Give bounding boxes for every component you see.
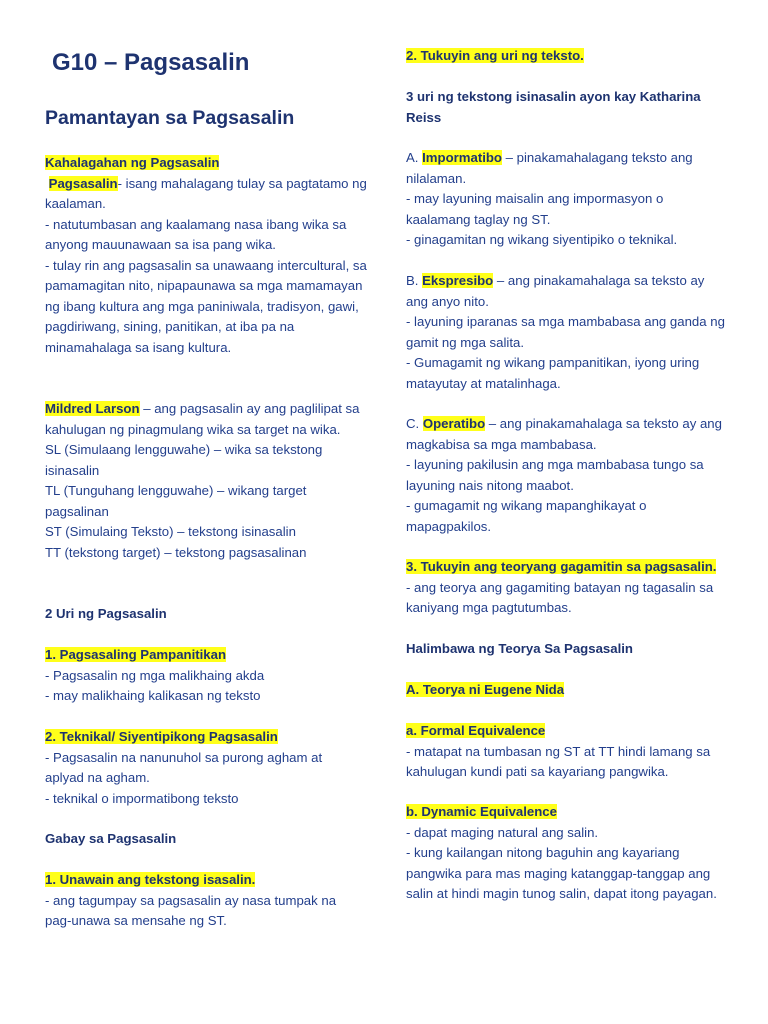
larson-term: Mildred Larson [45, 401, 140, 416]
pagsasalin-def: - isang mahalagang tulay sa pagtatamo ng kaalaman. [45, 175, 367, 211]
larson-def: – ang pagsasalin ay ang paglilipat sa kahulugan ng pinagmulang wika sa target na wika. [45, 401, 360, 437]
gabay1-text: - ang tagumpay sa pagsasalin ay nasa tumpak na pag-unawa sa mensahe ng ST. [45, 892, 337, 928]
nida-section [406, 680, 731, 701]
kahalagahan-point: - natutumbasan ang kaalamang nasa ibang wika sa anyong mauunawaan sa isa pang wika. [45, 216, 347, 252]
nida-heading: A. Teorya ni Eugene Nida [406, 682, 565, 697]
dynamic-point: - kung kailangan nitong baguhin ang kayariang pangwika para mas maging katanggap-tanggap ang salin at hindi magin tunog salin, dapat itong payagan. [406, 845, 717, 901]
type-c-term: Operatibo [422, 416, 486, 431]
type-b-section: B. Ekspresibo – ang pinakamahalaga sa teksto ay ang anyo nito. - layuning iparanas sa mga mambabasa ang ganda ng gamit ng mga salita. - Gumagamit ng wikang pampanitikan, iyong uring matayutay at matalinhaga. [406, 271, 726, 394]
type-b-point: - Gumagamit ng wikang pampanitikan, iyong uring matayutay at matalinhaga. [406, 355, 700, 391]
uri2-heading: 2. Teknikal/ Siyentipikong Pagsasalin [45, 729, 278, 744]
formal-section [406, 721, 731, 783]
type-a-point: - ginagamitan ng wikang siyentipiko o teknikal. [406, 232, 678, 247]
uri1-section [45, 645, 367, 707]
page-subtitle: Pamantayan sa Pagsasalin [45, 107, 295, 129]
type-c-def: – ang pinakamahalaga sa teksto ay ang magkabisa sa mga mambabasa. [406, 416, 722, 452]
formal-heading: a. Formal Equivalence [406, 723, 546, 738]
type-b-def: – ang pinakamahalaga sa teksto ay ang anyo nito. [406, 273, 705, 309]
type-c-point: - layuning pakilusin ang mga mambabasa tungo sa layuning nais nitong maabot. [406, 457, 704, 493]
pagsasalin-term: Pagsasalin [48, 175, 118, 191]
dynamic-point: - dapat maging natural ang salin. [406, 824, 599, 840]
uri2-section [45, 727, 345, 809]
uri-heading: 2 Uri ng Pagsasalin [45, 606, 167, 621]
step2-section [406, 46, 731, 67]
step3-text: - ang teorya ang gagamiting batayan ng tagasalin sa kaniyang mga pagtutumbas. [406, 579, 714, 615]
kahalagahan-heading: Kahalagahan ng Pagsasalin [45, 155, 220, 170]
larson-term-item: TT (tekstong target) – tekstong pagsasalinan [45, 544, 307, 560]
type-a-section: A. Impormatibo – pinakamahalagang teksto ang nilalaman. - may layuning maisalin ang impormasyon o kaalamang taglay ng ST. - ginagamitan ng wikang siyentipiko o teknikal. [406, 148, 726, 251]
uri2-point: - Pagsasalin na nanunuhol sa purong agham at aplyad na agham. [45, 749, 323, 785]
dynamic-section [406, 802, 731, 905]
larson-section [45, 399, 367, 563]
type-c-section: C. Operatibo – ang pinakamahalaga sa teksto ay ang magkabisa sa mga mambabasa. - layuning pakilusin ang mga mambabasa tungo sa layuning nais nitong maabot. - gumagamit ng wikang mapanghikayat o mapagpakilos. [406, 414, 726, 537]
gabay1-section [45, 870, 355, 932]
larson-term-item: SL (Simulaang lengguwahe) – wika sa tekstong isinasalin [45, 442, 323, 478]
reiss-heading: 3 uri ng tekstong isinasalin ayon kay Katharina Reiss [406, 89, 701, 125]
step3-heading: 3. Tukuyin ang teoryang gagamitin sa pagsasalin. [406, 559, 717, 574]
type-c-point: - gumagamit ng wikang mapanghikayat o mapagpakilos. [406, 498, 647, 534]
uri1-point: - Pagsasalin ng mga malikhaing akda [45, 667, 265, 683]
page-title: G10 – Pagsasalin [52, 49, 250, 76]
kahalagahan-point: - tulay rin ang pagsasalin sa unawaang intercultural, sa pamamagitan nito, nipapaunawa sa mga mamamayan ng ibang kultura ang mga paniniwala, tradisyon, gawi, pagdiriwang, sining, panitikan, at iba pa na minamahalaga sa isang kultura. [45, 257, 367, 355]
uri1-heading: 1. Pagsasaling Pampanitikan [45, 647, 227, 662]
type-b-term: Ekspresibo [422, 273, 494, 288]
uri2-point: - teknikal o impormatibong teksto [45, 790, 239, 806]
uri1-point: - may malikhaing kalikasan ng teksto [45, 688, 261, 703]
step3-section [406, 557, 731, 619]
larson-term-item: TL (Tunguhang lengguwahe) – wikang target pagsalinan [45, 483, 307, 519]
gabay-heading: Gabay sa Pagsasalin [45, 831, 177, 846]
kahalagahan-section [45, 153, 367, 358]
halimbawa-heading: Halimbawa ng Teorya Sa Pagsasalin [406, 641, 633, 656]
gabay1-heading: 1. Unawain ang tekstong isasalin. [45, 872, 256, 887]
type-a-point: - may layuning maisalin ang impormasyon o kaalamang taglay ng ST. [406, 191, 664, 227]
type-a-def: – pinakamahalagang teksto ang nilalaman. [406, 150, 693, 186]
larson-term-item: ST (Simulaing Teksto) – tekstong isinasalin [45, 524, 296, 539]
type-a-term: Impormatibo [422, 150, 502, 165]
type-b-point: - layuning iparanas sa mga mambabasa ang ganda ng gamit ng mga salita. [406, 314, 725, 350]
step2-heading: 2. Tukuyin ang uri ng teksto. [406, 48, 584, 63]
dynamic-heading: b. Dynamic Equivalence [406, 804, 557, 819]
formal-text: - matapat na tumbasan ng ST at TT hindi lamang sa kahulugan kundi pati sa kayariang pangwika. [406, 743, 711, 779]
